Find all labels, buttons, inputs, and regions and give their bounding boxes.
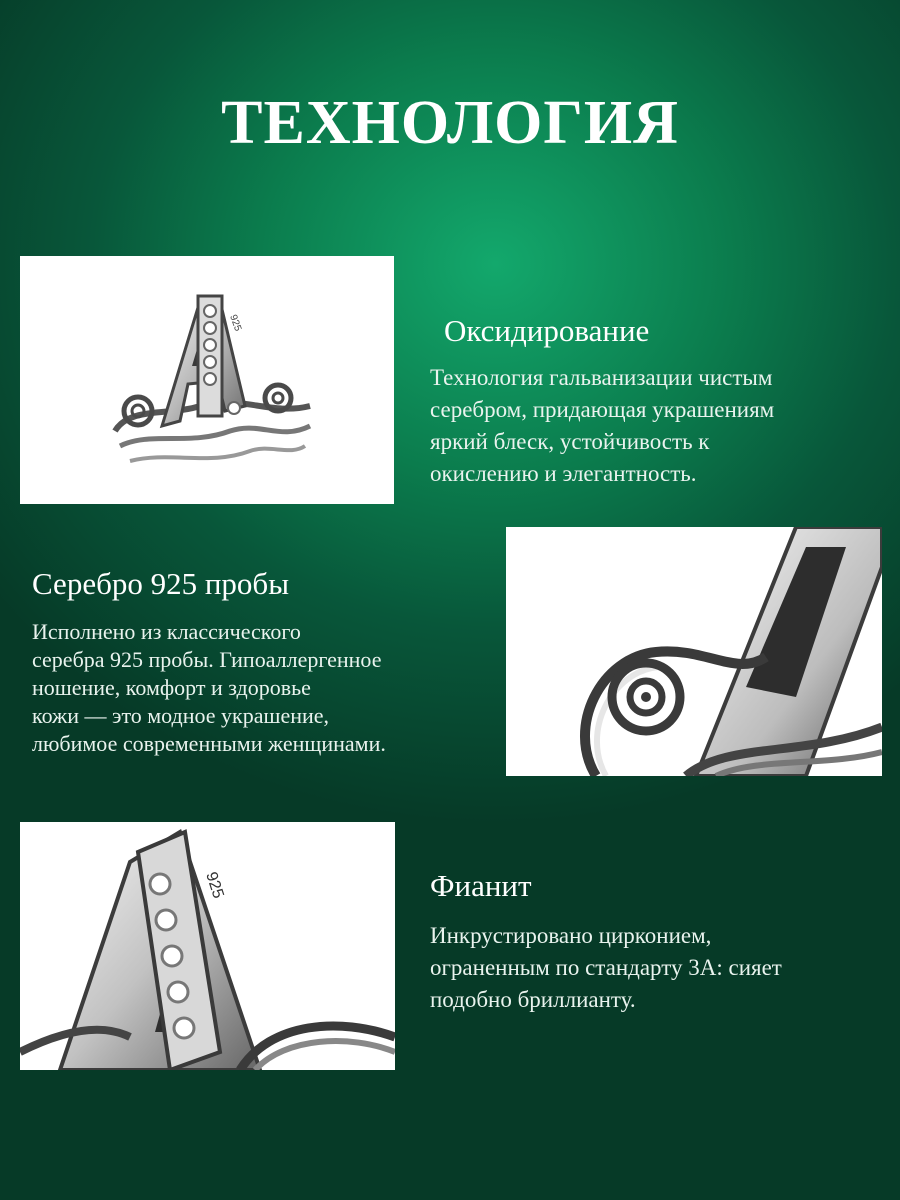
feature-body-silver xyxy=(32,618,482,758)
feature-title-silver: Серебро 925 пробы xyxy=(32,566,290,601)
feature-body-line: ношение, комфорт и здоровье xyxy=(32,675,311,700)
silver-swirl-image xyxy=(506,527,882,776)
feature-body-oxidation xyxy=(430,362,860,490)
charm-photo-swirl-closeup xyxy=(506,527,882,776)
charm-photo-full xyxy=(20,256,394,504)
feature-title-zirconia: Фианит xyxy=(430,868,532,903)
engraving-925: 925 xyxy=(227,313,244,333)
feature-body-line: серебра 925 пробы. Гипоаллергенное xyxy=(32,647,382,672)
feature-body-line: Инкрустировано цирконием, xyxy=(430,923,712,948)
feature-body-line: любимое современными женщинами. xyxy=(32,731,386,756)
feature-body-zirconia xyxy=(430,920,870,1016)
feature-body-line: яркий блеск, устойчивость к xyxy=(430,429,710,454)
feature-body-line: окислению и элегантность. xyxy=(430,461,697,486)
feature-body-line: Исполнено из классического xyxy=(32,619,301,644)
feature-body-line: серебром, придающая украшениям xyxy=(430,397,775,422)
feature-title-oxidation: Оксидирование xyxy=(444,313,650,348)
feature-body-line: подобно бриллианту. xyxy=(430,987,636,1012)
feature-body-line: ограненным по стандарту 3A: сияет xyxy=(430,955,782,980)
feature-body-line: Технология гальванизации чистым xyxy=(430,365,773,390)
page-title: ТЕХНОЛОГИЯ xyxy=(221,89,679,157)
cubic-zirconia-image xyxy=(20,822,395,1070)
letter-a-charm-image xyxy=(20,256,394,504)
charm-photo-stones-closeup xyxy=(20,822,395,1070)
engraving-925: 925 xyxy=(202,869,227,901)
feature-body-line: кожи — это модное украшение, xyxy=(32,703,330,728)
